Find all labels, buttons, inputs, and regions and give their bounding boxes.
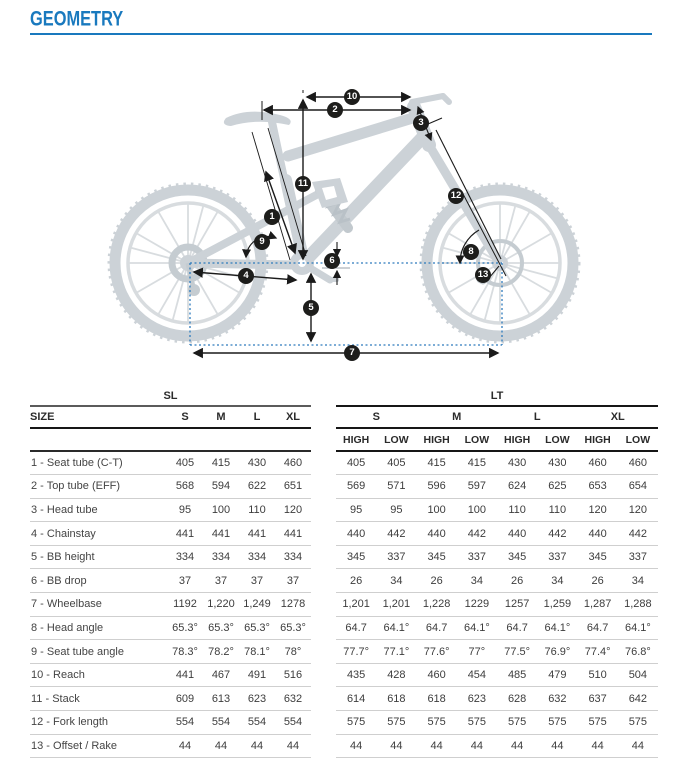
- value-cell: 26: [497, 569, 537, 593]
- value-cell: 44: [578, 734, 618, 758]
- value-cell: 568: [167, 475, 203, 499]
- value-cell: 415: [417, 451, 457, 475]
- value-cell: 100: [457, 498, 497, 522]
- table-row: [336, 498, 658, 522]
- value-cell: 44: [618, 734, 658, 758]
- value-cell: 120: [275, 498, 311, 522]
- value-cell: 441: [203, 522, 239, 546]
- value-cell: 554: [275, 711, 311, 735]
- table-row: [30, 593, 311, 617]
- value-cell: 37: [203, 569, 239, 593]
- value-cell: 653: [578, 475, 618, 499]
- value-cell: 442: [376, 522, 416, 546]
- size-column-header: XL: [578, 406, 659, 428]
- table-row: [336, 475, 658, 499]
- value-cell: 334: [167, 545, 203, 569]
- value-cell: 95: [376, 498, 416, 522]
- value-cell: 78.2°: [203, 640, 239, 664]
- bike-diagram-svg: [0, 40, 679, 380]
- value-cell: 345: [497, 545, 537, 569]
- size-column-header: XL: [275, 406, 311, 428]
- measurement-callout-6: 6: [324, 253, 340, 269]
- value-cell: 1,228: [417, 593, 457, 617]
- value-cell: 65.3°: [239, 616, 275, 640]
- value-cell: 34: [457, 569, 497, 593]
- value-cell: 337: [376, 545, 416, 569]
- size-column-header: L: [497, 406, 578, 428]
- value-cell: 64.7: [417, 616, 457, 640]
- value-cell: 618: [376, 687, 416, 711]
- value-cell: 1,288: [618, 593, 658, 617]
- value-cell: 78°: [275, 640, 311, 664]
- value-cell: 623: [457, 687, 497, 711]
- sl-header-spacer: [30, 428, 311, 451]
- value-cell: 623: [239, 687, 275, 711]
- value-cell: 415: [203, 451, 239, 475]
- value-cell: 337: [457, 545, 497, 569]
- value-cell: 510: [578, 663, 618, 687]
- measurement-callout-12: 12: [448, 188, 464, 204]
- value-cell: 44: [537, 734, 577, 758]
- value-cell: 442: [618, 522, 658, 546]
- table-row: [336, 663, 658, 687]
- page-title: GEOMETRY: [30, 7, 124, 31]
- lt-sub-row: [336, 428, 658, 451]
- value-cell: 516: [275, 663, 311, 687]
- value-cell: 26: [417, 569, 457, 593]
- table-row: [336, 593, 658, 617]
- sl-table-body: [30, 451, 311, 758]
- value-cell: 415: [457, 451, 497, 475]
- value-cell: 575: [497, 711, 537, 735]
- value-cell: 554: [239, 711, 275, 735]
- value-cell: 405: [167, 451, 203, 475]
- lt-table-body: [336, 451, 658, 758]
- value-cell: 95: [336, 498, 376, 522]
- value-cell: 428: [376, 663, 416, 687]
- table-row: [336, 640, 658, 664]
- measurement-callout-11: 11: [295, 176, 311, 192]
- row-label: 4 - Chainstay: [30, 522, 167, 546]
- value-cell: 467: [203, 663, 239, 687]
- value-cell: 110: [537, 498, 577, 522]
- value-cell: 485: [497, 663, 537, 687]
- table-row: [30, 569, 311, 593]
- value-cell: 334: [275, 545, 311, 569]
- value-cell: 1,201: [336, 593, 376, 617]
- value-cell: 44: [239, 734, 275, 758]
- lt-group-row: [336, 406, 658, 428]
- value-cell: 77.4°: [578, 640, 618, 664]
- value-cell: 34: [618, 569, 658, 593]
- value-cell: 637: [578, 687, 618, 711]
- row-label: 3 - Head tube: [30, 498, 167, 522]
- table-row: [30, 545, 311, 569]
- value-cell: 345: [336, 545, 376, 569]
- value-cell: 76.9°: [537, 640, 577, 664]
- value-cell: 345: [578, 545, 618, 569]
- row-label: 12 - Fork length: [30, 711, 167, 735]
- value-cell: 64.7: [578, 616, 618, 640]
- lt-group-label: LT: [336, 386, 658, 406]
- value-cell: 64.7: [497, 616, 537, 640]
- geometry-table: [30, 386, 658, 758]
- value-cell: 77.5°: [497, 640, 537, 664]
- value-cell: 65.3°: [275, 616, 311, 640]
- value-cell: 575: [417, 711, 457, 735]
- value-cell: 1229: [457, 593, 497, 617]
- sl-group-label: SL: [30, 386, 311, 406]
- bike-silhouette: [109, 96, 579, 342]
- value-cell: 614: [336, 687, 376, 711]
- value-cell: 575: [537, 711, 577, 735]
- value-cell: 64.7: [336, 616, 376, 640]
- measurement-callout-9: 9: [254, 234, 270, 250]
- value-cell: 575: [336, 711, 376, 735]
- size-column-header: M: [203, 406, 239, 428]
- value-cell: 77.7°: [336, 640, 376, 664]
- bike-geometry-diagram: [0, 40, 679, 380]
- measurement-callout-4: 4: [238, 268, 254, 284]
- row-label: 9 - Seat tube angle: [30, 640, 167, 664]
- value-cell: 618: [417, 687, 457, 711]
- value-cell: 460: [417, 663, 457, 687]
- value-cell: 440: [336, 522, 376, 546]
- table-row: [30, 663, 311, 687]
- value-cell: 100: [417, 498, 457, 522]
- value-cell: 596: [417, 475, 457, 499]
- title-divider: [30, 33, 652, 35]
- value-cell: 1278: [275, 593, 311, 617]
- table-row: [336, 451, 658, 475]
- table-row: [336, 711, 658, 735]
- value-cell: 624: [497, 475, 537, 499]
- value-cell: 337: [537, 545, 577, 569]
- subcolumn-header: LOW: [537, 428, 577, 451]
- page-header: [30, 9, 652, 35]
- value-cell: 460: [578, 451, 618, 475]
- value-cell: 78.3°: [167, 640, 203, 664]
- measurement-callout-3: 3: [413, 115, 429, 131]
- value-cell: 65.3°: [167, 616, 203, 640]
- value-cell: 120: [618, 498, 658, 522]
- value-cell: 405: [376, 451, 416, 475]
- value-cell: 26: [336, 569, 376, 593]
- table-row: [336, 569, 658, 593]
- subcolumn-header: HIGH: [336, 428, 376, 451]
- measurement-callout-1: 1: [264, 209, 280, 225]
- size-column-header: S: [336, 406, 417, 428]
- sl-table: [30, 386, 311, 758]
- value-cell: 504: [618, 663, 658, 687]
- value-cell: 441: [167, 663, 203, 687]
- subcolumn-header: HIGH: [578, 428, 618, 451]
- value-cell: 44: [497, 734, 537, 758]
- subcolumn-header: LOW: [618, 428, 658, 451]
- subcolumn-header: LOW: [457, 428, 497, 451]
- measurement-callout-13: 13: [475, 267, 491, 283]
- value-cell: 441: [275, 522, 311, 546]
- value-cell: 100: [203, 498, 239, 522]
- value-cell: 120: [578, 498, 618, 522]
- value-cell: 26: [578, 569, 618, 593]
- value-cell: 1,249: [239, 593, 275, 617]
- measurement-callout-10: 10: [344, 89, 360, 105]
- value-cell: 44: [376, 734, 416, 758]
- measurement-callout-8: 8: [463, 244, 479, 260]
- value-cell: 575: [376, 711, 416, 735]
- value-cell: 64.1°: [618, 616, 658, 640]
- value-cell: 625: [537, 475, 577, 499]
- value-cell: 575: [578, 711, 618, 735]
- subcolumn-header: HIGH: [417, 428, 457, 451]
- lt-table: [336, 386, 658, 758]
- value-cell: 77.1°: [376, 640, 416, 664]
- value-cell: 642: [618, 687, 658, 711]
- value-cell: 1,287: [578, 593, 618, 617]
- value-cell: 554: [203, 711, 239, 735]
- measurement-callout-7: 7: [344, 345, 360, 361]
- value-cell: 435: [336, 663, 376, 687]
- value-cell: 651: [275, 475, 311, 499]
- value-cell: 442: [537, 522, 577, 546]
- table-row: [336, 616, 658, 640]
- table-row: [30, 498, 311, 522]
- value-cell: 78.1°: [239, 640, 275, 664]
- sl-group-header: [30, 386, 311, 406]
- row-label: 6 - BB drop: [30, 569, 167, 593]
- row-label: 11 - Stack: [30, 687, 167, 711]
- subcolumn-header: HIGH: [497, 428, 537, 451]
- value-cell: 95: [167, 498, 203, 522]
- table-row: [336, 522, 658, 546]
- value-cell: 575: [618, 711, 658, 735]
- value-cell: 1,259: [537, 593, 577, 617]
- value-cell: 44: [203, 734, 239, 758]
- table-row: [30, 616, 311, 640]
- row-label: 13 - Offset / Rake: [30, 734, 167, 758]
- value-cell: 628: [497, 687, 537, 711]
- size-column-header: M: [417, 406, 498, 428]
- table-row: [30, 734, 311, 758]
- table-row: [30, 475, 311, 499]
- value-cell: 334: [203, 545, 239, 569]
- value-cell: 405: [336, 451, 376, 475]
- value-cell: 77.6°: [417, 640, 457, 664]
- value-cell: 440: [497, 522, 537, 546]
- table-row: [30, 451, 311, 475]
- value-cell: 334: [239, 545, 275, 569]
- value-cell: 460: [618, 451, 658, 475]
- row-label: 1 - Seat tube (C-T): [30, 451, 167, 475]
- size-column-header: S: [167, 406, 203, 428]
- value-cell: 479: [537, 663, 577, 687]
- value-cell: 110: [497, 498, 537, 522]
- row-label: 8 - Head angle: [30, 616, 167, 640]
- table-row: [30, 640, 311, 664]
- value-cell: 65.3°: [203, 616, 239, 640]
- value-cell: 1192: [167, 593, 203, 617]
- value-cell: 337: [618, 545, 658, 569]
- table-row: [30, 711, 311, 735]
- value-cell: 1,220: [203, 593, 239, 617]
- row-label: 5 - BB height: [30, 545, 167, 569]
- value-cell: 37: [275, 569, 311, 593]
- value-cell: 460: [275, 451, 311, 475]
- value-cell: 44: [457, 734, 497, 758]
- value-cell: 440: [417, 522, 457, 546]
- measurement-callout-2: 2: [327, 102, 343, 118]
- table-row: [336, 545, 658, 569]
- sl-col-row: [30, 406, 311, 428]
- value-cell: 575: [457, 711, 497, 735]
- measurement-callout-5: 5: [303, 300, 319, 316]
- table-row: [30, 687, 311, 711]
- value-cell: 430: [537, 451, 577, 475]
- row-label: 2 - Top tube (EFF): [30, 475, 167, 499]
- value-cell: 64.1°: [376, 616, 416, 640]
- value-cell: 554: [167, 711, 203, 735]
- value-cell: 64.1°: [457, 616, 497, 640]
- value-cell: 110: [239, 498, 275, 522]
- table-row: [30, 522, 311, 546]
- value-cell: 44: [167, 734, 203, 758]
- value-cell: 37: [167, 569, 203, 593]
- value-cell: 571: [376, 475, 416, 499]
- row-label: 7 - Wheelbase: [30, 593, 167, 617]
- value-cell: 430: [239, 451, 275, 475]
- table-row: [336, 734, 658, 758]
- value-cell: 440: [578, 522, 618, 546]
- table-row: [336, 687, 658, 711]
- value-cell: 430: [497, 451, 537, 475]
- value-cell: 37: [239, 569, 275, 593]
- value-cell: 632: [275, 687, 311, 711]
- value-cell: 632: [537, 687, 577, 711]
- value-cell: 1257: [497, 593, 537, 617]
- value-cell: 1,201: [376, 593, 416, 617]
- value-cell: 345: [417, 545, 457, 569]
- value-cell: 441: [239, 522, 275, 546]
- value-cell: 34: [376, 569, 416, 593]
- value-cell: 44: [275, 734, 311, 758]
- value-cell: 491: [239, 663, 275, 687]
- value-cell: 442: [457, 522, 497, 546]
- value-cell: 44: [336, 734, 376, 758]
- size-column-header: SIZE: [30, 406, 167, 428]
- subcolumn-header: LOW: [376, 428, 416, 451]
- value-cell: 654: [618, 475, 658, 499]
- value-cell: 569: [336, 475, 376, 499]
- value-cell: 594: [203, 475, 239, 499]
- value-cell: 34: [537, 569, 577, 593]
- row-label: 10 - Reach: [30, 663, 167, 687]
- lt-group-header: [336, 386, 658, 406]
- value-cell: 597: [457, 475, 497, 499]
- value-cell: 44: [417, 734, 457, 758]
- value-cell: 613: [203, 687, 239, 711]
- value-cell: 64.1°: [537, 616, 577, 640]
- value-cell: 622: [239, 475, 275, 499]
- value-cell: 77°: [457, 640, 497, 664]
- value-cell: 454: [457, 663, 497, 687]
- value-cell: 609: [167, 687, 203, 711]
- value-cell: 76.8°: [618, 640, 658, 664]
- value-cell: 441: [167, 522, 203, 546]
- size-column-header: L: [239, 406, 275, 428]
